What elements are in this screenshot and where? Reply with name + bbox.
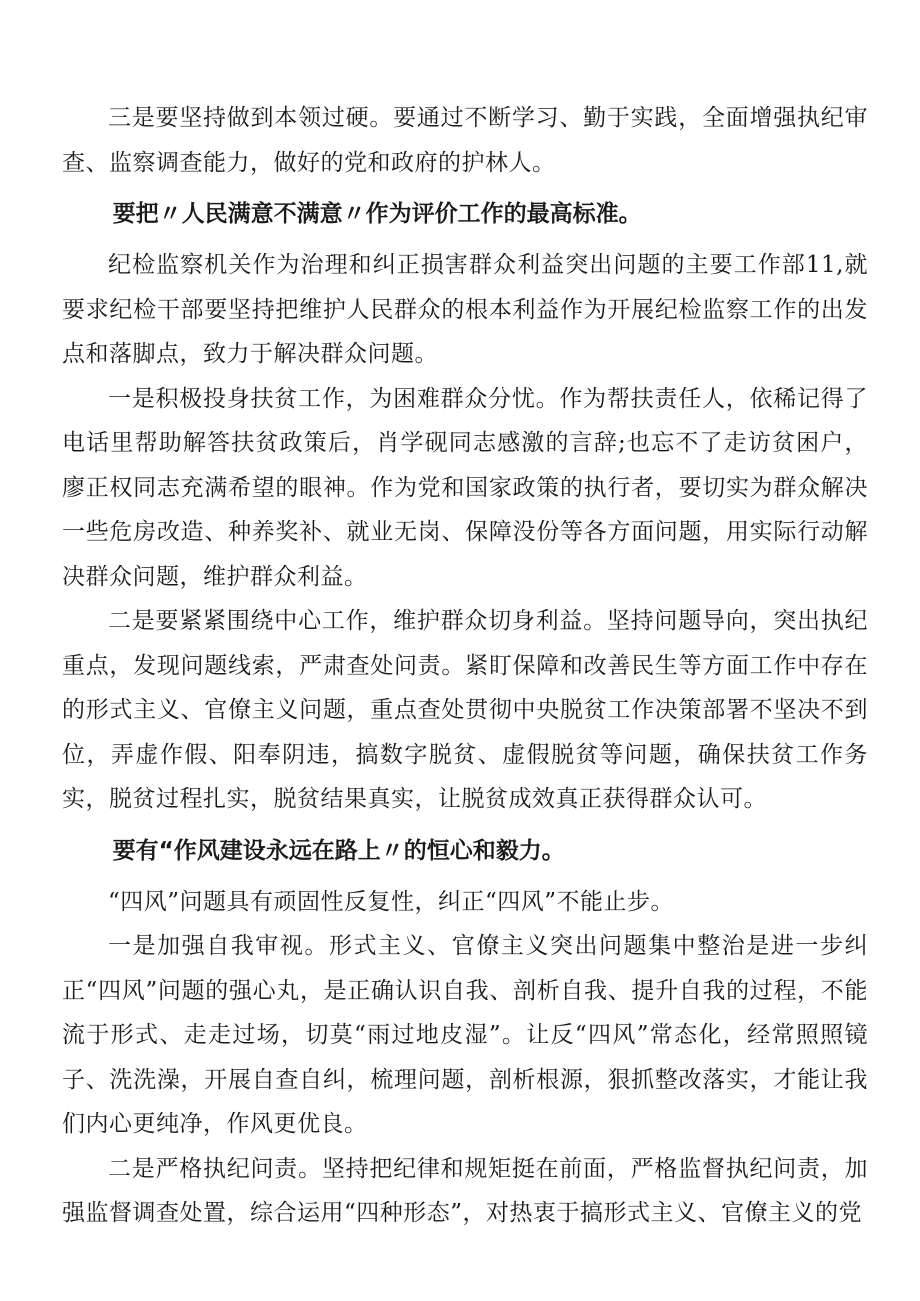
paragraph-four-winds: “四风”问题具有顽固性反复性，纠正“四风”不能止步。 [108,888,675,915]
paragraph-central-work: 二是要紧紧围绕中心工作，维护群众切身利益。坚持问题导向，突出执纪重点，发现问题线索，严肃查处问责。紧盯保障和改善民生等方面工作中存在的形式主义、官僚主义问题，重点查处贯彻中央脱贫工作决策部署不坚决不到位，弄虚作假、阳奉阴违，搞数字脱贫、虚假脱贫等问题，确保扶贫工作务实，脱贫过程扎实，脱贫结果真实，让脱贫成效真正获得群众认可。 [62,608,868,812]
document-page [62,96,868,1236]
paragraph-self-review: 一是加强自我审视。形式主义、官僚主义突出问题集中整治是进一步纠正“四风”问题的强心丸，是正确认识自我、剖析自我、提升自我的过程，不能流于形式、走走过场，切莫“雨过地皮湿”。让反“四风”常态化，经常照照镜子、洗洗澡，开展自查自纠，梳理问题，剖析根源，狠抓整改落实，才能让我们内心更纯净，作风更优良。 [62,933,868,1137]
paragraph-discipline-organs: 纪检监察机关作为治理和纠正损害群众利益突出问题的主要工作部11,就要求纪检干部要坚持把维护人民群众的根本利益作为开展纪检监察工作的出发点和落脚点，致力于解决群众问题。 [62,252,868,367]
paragraph-poverty-alleviation: 一是积极投身扶贫工作，为困难群众分忧。作为帮扶责任人，依稀记得了电话里帮助解答扶贫政策后，肖学砚同志感激的言辞;也忘不了走访贫困户，廖正权同志充满希望的眼神。作为党和国家政策的执行者，要切实为群众解决一些危房改造、种养奖补、就业无岗、保障没份等各方面问题，用实际行动解决群众问题，维护群众利益。 [62,385,868,590]
paragraph-skill: 三是要坚持做到本领过硬。要通过不断学习、勤于实践，全面增强执纪审查、监察调查能力，做好的党和政府的护林人。 [62,105,868,176]
section-heading-work-style: 要有“作风建设永远在路上〃的恒心和毅力。 [112,837,565,864]
section-heading-people-satisfaction: 要把〃人民满意不满意〃作为评价工作的最高标准。 [112,201,642,227]
paragraph-accountability: 二是严格执纪问责。坚持把纪律和规矩挺在前面，严格监督执纪问责，加强监督调查处置，综合运用“四种形态”，对热衷于搞形式主义、官僚主义的党 [62,1155,868,1226]
